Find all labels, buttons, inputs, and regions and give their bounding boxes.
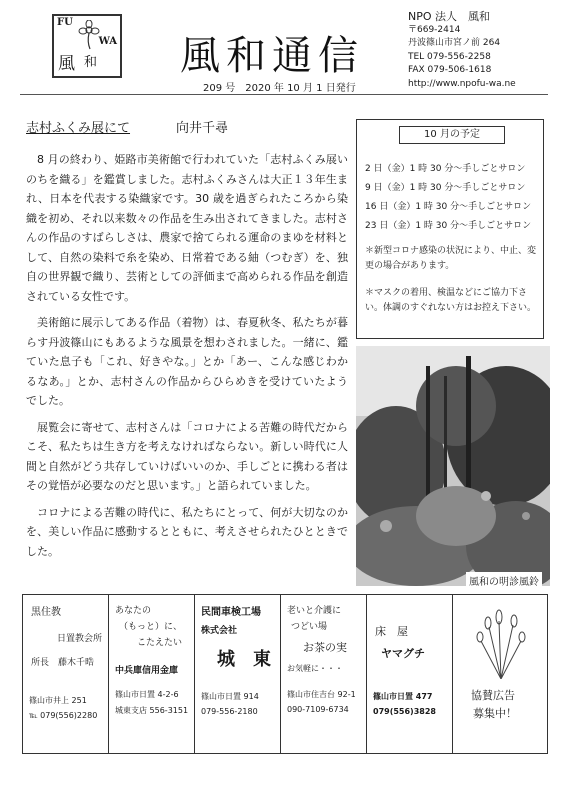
- article-author: 向井千尋: [176, 121, 229, 136]
- schedule-note-mask: ＊マスクの着用、検温などにご協力下さい。体調のすぐれない方はお控え下さい。: [365, 288, 537, 313]
- ad-text: ヤマグチ: [381, 647, 425, 660]
- ad-text: 募集中！: [473, 707, 517, 720]
- schedule-item: 2 日（金）1 時 30 分～手しごとサロン: [365, 164, 526, 174]
- ad-kurozumikyo: [23, 595, 109, 753]
- tel: TEL 079-556-2258: [408, 51, 491, 62]
- ad-yamaguchi: [367, 595, 453, 753]
- schedule-list: [365, 160, 541, 236]
- ad-text: 所長 藤木千晧: [31, 658, 95, 668]
- article-paragraph: コロナによる苦難の時代に、私たちにとって、何が大切なのかを、美しい作品に感動するとともに、考えさせられたひとときでした。: [26, 505, 348, 558]
- logo-kanji-fu: 風: [58, 54, 75, 74]
- ad-text: 株式会社: [201, 626, 238, 636]
- postal-code: 〒669-2414: [408, 24, 461, 35]
- lavender-icon: [471, 601, 531, 679]
- address: 丹波篠山市宮ノ前 264: [408, 38, 501, 48]
- ad-text: 篠山市日置 477: [373, 692, 433, 701]
- ad-text: 079-556-2180: [201, 707, 258, 716]
- schedule-item: 9 日（金）1 時 30 分～手しごとサロン: [365, 183, 526, 193]
- schedule-item: 23 日（金）1 時 30 分～手しごとサロン: [365, 221, 532, 231]
- logo-kanji-wa: 和: [84, 55, 98, 70]
- ad-text: 城東支店 556-3151: [115, 706, 189, 715]
- org-name: NPO 法人 風和: [408, 10, 491, 23]
- schedule-note-cancel: ＊新型コロナ感染の状況により、中止、変更の場合があります。: [365, 246, 537, 271]
- ad-text: お茶の実: [303, 641, 347, 654]
- ad-text: 黒住教: [31, 607, 61, 618]
- ad-text: 老いと介護に: [287, 606, 342, 616]
- ad-text: 090-7109-6734: [287, 705, 349, 714]
- logo-text-fu: FU: [57, 17, 73, 28]
- ad-joto: [195, 595, 281, 753]
- logo-text-wa: WA: [98, 36, 117, 47]
- article-title: 志村ふくみ展にて: [26, 121, 131, 136]
- ad-text: 篠山市井上 251: [29, 696, 87, 705]
- ad-text: 篠山市日置 914: [201, 692, 259, 701]
- ad-text: 民間車検工場: [201, 607, 261, 618]
- ad-text: ℡ 079(556)2280: [29, 711, 98, 720]
- ad-text: お気軽に・・・: [287, 664, 343, 673]
- ad-text: あなたの: [115, 606, 152, 616]
- ad-text: 城 東: [217, 649, 271, 670]
- ad-text: 日置教会所: [57, 634, 103, 644]
- ad-ochanomi: [281, 595, 367, 753]
- schedule-item: 16 日（金）1 時 30 分～手しごとサロン: [365, 202, 532, 212]
- ad-text: （もっと）に、: [119, 622, 183, 632]
- ad-text: 篠山市日置 4-2-6: [115, 690, 179, 699]
- ad-text: こたえたい: [137, 638, 183, 648]
- photo-caption: 風和の明診風鈴: [466, 572, 542, 589]
- ad-text: つどい場: [291, 622, 328, 632]
- header-divider: [20, 94, 548, 95]
- ad-text: 協賛広告: [471, 689, 515, 702]
- article-paragraph: 展覧会に寄せて、志村さんは「コロナによる苦難の時代だからこそ、私たちは生き方を考えなければならない。新しい時代に人間と自然がどう共存していけばいいのか、手しごとに携わる者はその覚悟が必要なのだと思います。」と語られていました。: [26, 420, 348, 492]
- ad-text: 079(556)3828: [373, 707, 436, 716]
- website-url: http://www.npofu-wa.ne: [408, 78, 516, 89]
- sponsor-ads: [22, 594, 548, 754]
- schedule-box: [356, 119, 544, 339]
- ad-text: 中兵庫信用金庫: [115, 666, 179, 676]
- schedule-title: 10 月の予定: [399, 126, 505, 144]
- issue-line: 209 号 2020 年 10 月 1 日発行: [203, 83, 356, 94]
- ad-text: 篠山市住吉台 92-1: [287, 690, 356, 699]
- contact-block: [408, 10, 528, 91]
- ad-shinkin: [109, 595, 195, 753]
- article-paragraph: 美術館に展示してある作品（着物）は、春夏秋冬、私たちが暮らす丹波篠山にもあるような風景を想わされました。一緒に、鑑ていた息子も「これ、好きやな。」とか「あー、こんな感じわかるなあ。」とか、志村さんの作品からひらめきを受けていたようでした。: [26, 316, 348, 407]
- logo: [52, 14, 122, 78]
- article-paragraph: 8 月の終わり、姫路市美術館で行われていた「志村ふくみ展いのちを織る」を鑑賞しました。志村ふくみさんは大正１３年生まれ、日本を代表する染織家です。30 歳を過ぎられたころから染織を初め、それ以来数々の作品を生み出されてきました。志村さんの作品のすばらしさは、農家で捨てられる運命のまゆを材料として、自然の染料で糸を染め、日常着である紬（つむぎ）を、独自の世界観で織り、芸術としての評価まで高められる作品を創造されている女性です。: [26, 153, 348, 303]
- fax: FAX 079-506-1618: [408, 65, 492, 75]
- article-body: [26, 150, 348, 568]
- garden-photo: [356, 346, 550, 586]
- ad-recruit: [453, 595, 547, 753]
- newsletter-title: 風和通信: [180, 33, 364, 79]
- ad-text: 床 屋: [375, 625, 408, 638]
